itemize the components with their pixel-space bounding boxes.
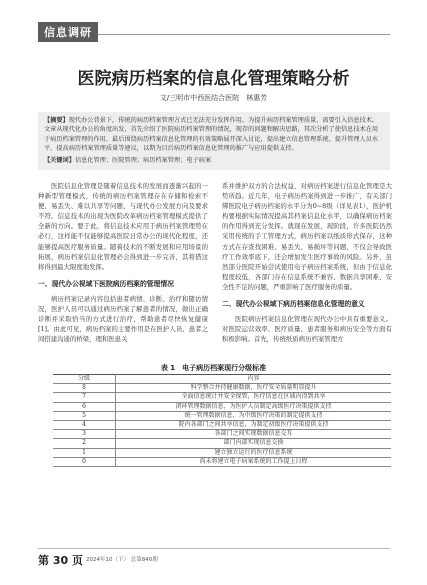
left-column — [38, 181, 208, 344]
table-row — [53, 402, 391, 411]
table-row — [53, 393, 391, 402]
table-header-row — [53, 375, 391, 384]
article-title: 医院病历档案的信息化管理策略分析 — [77, 69, 350, 89]
table-cell-level: 0 — [53, 457, 116, 466]
table-cell-content: 科学整合并持健康数据，医疗安全质量明显提升 — [116, 384, 392, 393]
table-row — [53, 411, 391, 420]
table-cell-content: 闭环管理数据信息，为医护人员制定高级医疗决策提供支持 — [116, 402, 392, 411]
section-2-paragraph: 医院病历档案信息化管理在现代办公中具有重要意义。对医院运营效率、医疗质量、患者服务和病历安全等方面有积极影响。首先，传统纸质病历档案管理方 — [222, 315, 392, 344]
footer-rule — [38, 548, 390, 549]
table-header-cell: 内容 — [116, 375, 392, 384]
intro-paragraph: 医院信息化管理是随着信息技术的发展而逐渐兴起的一种新型管理模式，传统的病历档案管理存在存储和检索不便、易丢失、难以共享等问题，与现代办公发展方向及要求不符。信息技术的出现为医院改革病历档案管理模式提供了全新的方向。要于此，将信息技术应用于病历档案管理势在必行，这样能不仅能够提高医院日常办公的现代化程度，还能够提高医疗服务质量。随着技术的不断发展和应用场景的拓展，病历档案信息化管理必会得到进一步完善，其将借这将得到最大限度地发挥。 — [38, 182, 208, 271]
section-1-heading: 一、现代办公视域下医院病历档案的管理情况 — [38, 279, 174, 288]
table-cell-content: 各部门之间实现数据信息交互 — [116, 430, 392, 439]
table-cell-level: 3 — [53, 430, 116, 439]
table-cell-content: 全面信息统计并安全保管，医疗信息在区域内得到共享 — [116, 393, 392, 402]
table-cell-level: 6 — [53, 402, 116, 411]
table-cell-content: 尚未将建立电子病案系统的工作提上日程 — [116, 457, 392, 466]
table-cell-level: 4 — [53, 420, 116, 429]
table-cell-level: 8 — [53, 384, 116, 393]
table-cell-content: 统一管理数据信息，为中级医疗决策的制定提供支持 — [116, 411, 392, 420]
table-cell-content: 部门内部实现信息交换 — [116, 439, 392, 448]
table-row — [53, 448, 391, 457]
table-cell-content: 院内各部门之间共享信息，为制定初级医疗决策提供支持 — [116, 420, 392, 429]
table-header-cell: 分级 — [53, 375, 116, 384]
author-byline: 文/三明市中西医结合医院 林惠芳 — [159, 94, 268, 102]
abstract-box — [38, 112, 390, 170]
journal-issue: 2024年10（下） 总第840期 — [86, 557, 158, 563]
keywords-label: 【关键词】 — [44, 156, 75, 164]
table-title: 表 1 电子病历档案现行分级标准 — [160, 364, 267, 372]
table-row — [53, 384, 391, 393]
table-cell-level: 1 — [53, 448, 116, 457]
table-cell-level: 7 — [53, 393, 116, 402]
grading-table — [53, 374, 391, 467]
keywords — [44, 156, 384, 165]
table-cell-level: 2 — [53, 439, 116, 448]
table-row — [53, 420, 391, 429]
table-row — [53, 430, 391, 439]
section-1-paragraph: 病历档案记录内容包括患者病情、诊断、治疗和随访情况，医护人员可以通过病历档案了解患者的情况，做出正确诊断并采取恰当的方式进行治疗，帮助患者尽快恢复健康[1]。由此可见，病历档案的主要作用是在医护人员、患者之间搭建沟通的桥梁，理和医患关 — [38, 294, 208, 344]
abstract — [44, 116, 384, 154]
table-cell-content: 建立独立运行的医疗信息系统 — [116, 448, 392, 457]
keywords-text: 信息化管理；医院管理；病历档案管理；电子病案 — [74, 156, 212, 164]
section-2-heading: 二、现代办公视域下病历档案信息化管理的意义 — [222, 300, 365, 309]
section-tag: 信息调研 — [38, 22, 98, 42]
abstract-text: 现代办公背景下，传统的病历档案管理方式已无法充分发挥作用，为提升病历档案管理质量，需要引入信息技术。文章从现代化办公的角度出发，首先介绍了医院病历档案管理的情况，现存的问题和解决思路，其次分析了使信息技术在用于病历档案管理的作用，最后围绕病历档案信息化管理的有效策略展开深入讨论，提出建立信息管理系统、提升管理人员水平、提高病历档案管理质量等建议，以期为目后病历档案信息化管理的推广与应用提供支持。 — [44, 117, 379, 153]
table-row — [53, 439, 391, 448]
table-row — [53, 457, 391, 466]
right-column — [222, 181, 392, 344]
page-number: 第 30 页 — [38, 554, 83, 567]
continuation-paragraph: 系并维护双方的合法权益，对病历档案进行信息化管理是大势所趋。近几年，电子病历档案得到进一步推广，有关部门绑医院电子病历档案的水平分为0~8级（详见表1），医护机构要根据实际情况提高其档案信息化水平，以确保病历档案的作用得到充分发挥。就现在发展，现阶段，许多医院仍然采用传统的手工管理方式，病历档案以纸质形式保存，这种方式在存查找困难、易丢失、易损坏等问题，不仅会导致医疗工作效率底下，还会增加发生医疗事故的风险。另外，虽然部分医院开始尝试使用电子病历档案系统，但由于信息化程度较低，各部门存在信息系统不兼容、数据共享困难、安全性不足的问题，严重影响了医疗服务的质量。 — [222, 182, 392, 291]
table-cell-level: 5 — [53, 411, 116, 420]
abstract-label: 【摘要】 — [44, 117, 69, 124]
